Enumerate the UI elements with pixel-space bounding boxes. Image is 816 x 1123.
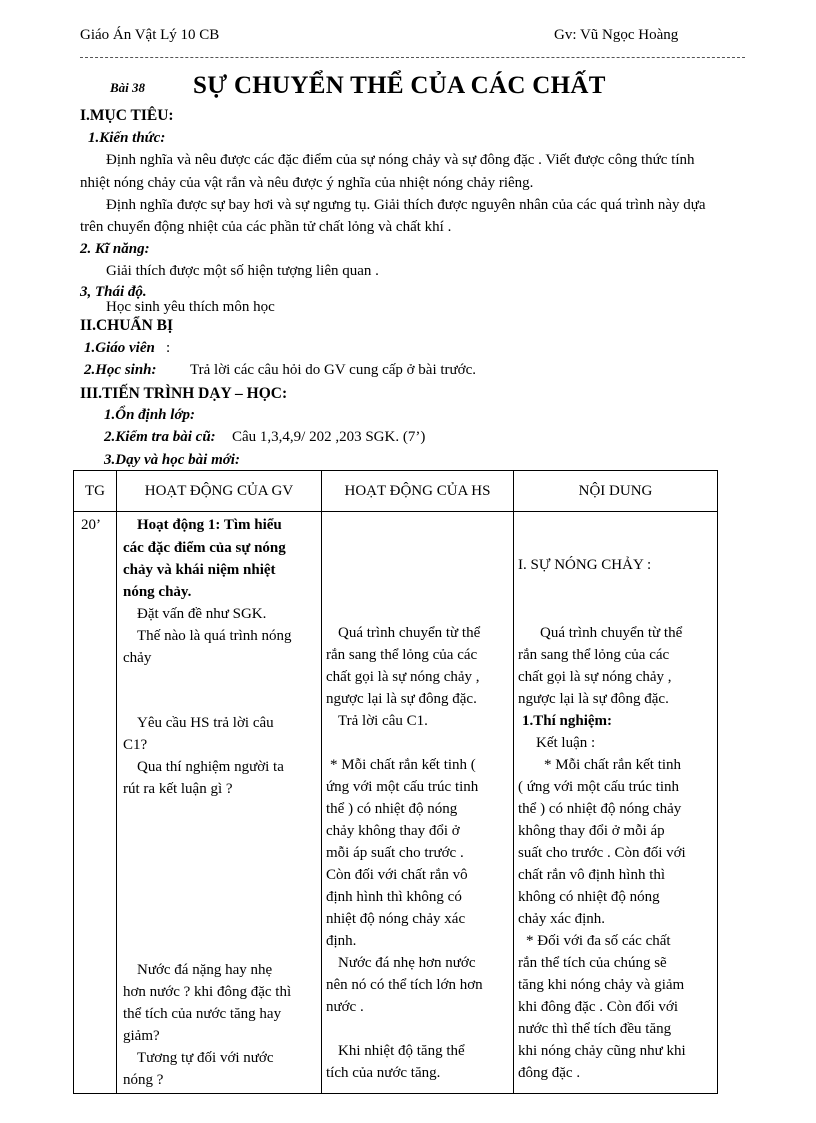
header-right: Gv: Vũ Ngọc Hoàng bbox=[554, 27, 679, 43]
content-line: chất gọi là sự nóng chảy , bbox=[518, 669, 672, 685]
content-line: ngược lại là sự đông đặc. bbox=[518, 691, 669, 707]
gv-line: hơn nước ? khi đông đặc thì bbox=[123, 984, 292, 1000]
time-value: 20’ bbox=[81, 517, 101, 533]
header-gv: HOẠT ĐỘNG CỦA GV bbox=[117, 471, 322, 512]
skills-text: Giải thích được một số hiện tượng liên quan . bbox=[106, 263, 379, 279]
header-tg: TG bbox=[74, 471, 117, 512]
hs-line: nhiệt độ nóng chảy xác bbox=[326, 911, 466, 927]
content-line: không thay đổi ở mỗi áp bbox=[518, 823, 665, 839]
table-header-row bbox=[74, 471, 718, 512]
hs-line: định hình thì không có bbox=[326, 889, 462, 905]
hs-line: nên nó có thể tích lớn hơn bbox=[326, 977, 483, 993]
attitude-text: Học sinh yêu thích môn học bbox=[106, 299, 275, 315]
hs-line: tích của nước tăng. bbox=[326, 1065, 441, 1081]
header-hs: HOẠT ĐỘNG CỦA HS bbox=[322, 471, 514, 512]
gv-line: các đặc điểm của sự nóng bbox=[123, 540, 286, 556]
content-line: rắn thể tích của chúng sẽ bbox=[518, 955, 667, 971]
hs-line: rắn sang thể lỏng của các bbox=[326, 647, 478, 663]
content-line: Kết luận : bbox=[536, 735, 596, 751]
hs-cell bbox=[322, 512, 514, 1094]
content-line: rắn sang thể lỏng của các bbox=[518, 647, 670, 663]
gv-line: giảm? bbox=[123, 1028, 160, 1044]
hs-line: Nước đá nhẹ hơn nước bbox=[338, 955, 476, 971]
student-label: 2.Học sinh: bbox=[84, 362, 157, 378]
student-text: Trả lời các câu hỏi do GV cung cấp ở bài trước. bbox=[190, 362, 477, 378]
content-line: * Đối với đa số các chất bbox=[526, 933, 671, 949]
hs-line: Quá trình chuyển từ thể bbox=[338, 625, 481, 641]
hs-line: ngược lại là sự đông đặc. bbox=[326, 691, 477, 707]
hs-line: Trả lời câu C1. bbox=[338, 713, 428, 729]
hs-line: * Mỗi chất rắn kết tinh ( bbox=[330, 757, 476, 773]
content-line: khi đông đặc . Còn đối với bbox=[518, 999, 679, 1015]
knowledge-heading: 1.Kiến thức: bbox=[88, 130, 166, 146]
gv-line: chảy bbox=[123, 650, 152, 666]
attitude-heading: 3, Thái độ. bbox=[80, 284, 147, 300]
teacher-text: : bbox=[166, 340, 171, 356]
header-divider bbox=[80, 57, 745, 58]
lesson-table bbox=[73, 470, 718, 1094]
gv-line: Yêu cầu HS trả lời câu bbox=[137, 715, 274, 731]
hs-line: thể ) có nhiệt độ nóng bbox=[326, 801, 458, 817]
hs-line: Khi nhiệt độ tăng thể bbox=[338, 1043, 465, 1059]
hs-line: nước . bbox=[326, 999, 364, 1015]
gv-line: Qua thí nghiệm người ta bbox=[137, 759, 284, 775]
hs-line: Còn đối với chất rắn vô bbox=[326, 867, 468, 883]
content-subheading: 1.Thí nghiệm: bbox=[522, 713, 613, 729]
table-row bbox=[74, 512, 718, 1094]
header-left: Giáo Án Vật Lý 10 CB bbox=[80, 27, 220, 43]
gv-line: C1? bbox=[123, 737, 148, 753]
gv-line: Tương tự đối với nước bbox=[137, 1050, 274, 1066]
content-line: chất rắn vô định hình thì bbox=[518, 867, 666, 883]
gv-line: rút ra kết luận gì ? bbox=[123, 781, 233, 797]
knowledge-line: Định nghĩa được sự bay hơi và sự ngưng tụ. Giải thích được nguyên nhân của các quá trình này dựa bbox=[106, 197, 706, 213]
skills-heading: 2. Kĩ năng: bbox=[80, 241, 150, 257]
gv-line: Thế nào là quá trình nóng bbox=[137, 628, 292, 644]
knowledge-line: Định nghĩa và nêu được các đặc điểm của sự nóng chảy và sự đông đặc . Viết được công thức tính bbox=[106, 152, 695, 168]
stabilize-class: 1.Ổn định lớp: bbox=[104, 407, 195, 423]
hs-line: ứng với một cấu trúc tinh bbox=[326, 779, 479, 795]
review-text: Câu 1,3,4,9/ 202 ,203 SGK. (7’) bbox=[232, 429, 426, 445]
content-line: nước thì thể tích đều tăng bbox=[518, 1021, 672, 1037]
gv-line: thể tích của nước tăng hay bbox=[123, 1006, 282, 1022]
teacher-label: 1.Giáo viên bbox=[84, 340, 155, 356]
gv-line: Hoạt động 1: Tìm hiểu bbox=[137, 517, 282, 533]
gv-line: Nước đá nặng hay nhẹ bbox=[137, 962, 273, 978]
content-cell bbox=[514, 512, 718, 1094]
content-line: ( ứng với một cấu trúc tinh bbox=[518, 779, 680, 795]
header-content: NỘI DUNG bbox=[514, 471, 718, 512]
content-line: * Mỗi chất rắn kết tinh bbox=[544, 757, 682, 773]
gv-cell bbox=[117, 512, 322, 1094]
preparation-heading: II.CHUẨN BỊ bbox=[80, 317, 174, 334]
content-line: suất cho trước . Còn đối với bbox=[518, 845, 686, 861]
content-line: thể ) có nhiệt độ nóng chảy bbox=[518, 801, 682, 817]
gv-line: nóng ? bbox=[123, 1072, 164, 1088]
hs-line: chất gọi là sự nóng chảy , bbox=[326, 669, 480, 685]
content-line: tăng khi nóng chảy và giảm bbox=[518, 977, 685, 993]
time-cell bbox=[74, 512, 117, 1094]
lesson-number: Bài 38 bbox=[110, 80, 146, 95]
hs-line: mỗi áp suất cho trước . bbox=[326, 845, 464, 861]
content-line: khi nóng chảy cũng như khi bbox=[518, 1043, 686, 1059]
content-line: Quá trình chuyển từ thể bbox=[540, 625, 683, 641]
hs-line: định. bbox=[326, 933, 357, 949]
new-lesson-label: 3.Dạy và học bài mới: bbox=[104, 452, 240, 468]
content-line: không có nhiệt độ nóng bbox=[518, 889, 660, 905]
content-section-heading: I. SỰ NÓNG CHẢY : bbox=[518, 557, 652, 573]
procedure-heading: III.TIẾN TRÌNH DẠY – HỌC: bbox=[80, 385, 288, 402]
gv-line: nóng chảy. bbox=[123, 584, 192, 600]
knowledge-line: nhiệt nóng chảy của vật rắn và nêu được ý nghĩa của nhiệt nóng chảy riêng. bbox=[80, 175, 534, 191]
content-line: đông đặc . bbox=[518, 1065, 581, 1081]
review-label: 2.Kiểm tra bài cũ: bbox=[104, 429, 216, 445]
gv-line: chảy và khái niệm nhiệt bbox=[123, 562, 276, 578]
gv-line: Đặt vấn đề như SGK. bbox=[137, 606, 267, 622]
knowledge-line: trên chuyển động nhiệt của các phần tử chất lỏng và chất khí . bbox=[80, 219, 452, 235]
lesson-title: SỰ CHUYỂN THỂ CỦA CÁC CHẤT bbox=[193, 72, 606, 99]
hs-line: chảy không thay đổi ở bbox=[326, 823, 460, 839]
content-line: chảy xác định. bbox=[518, 911, 606, 927]
objectives-heading: I.MỤC TIÊU: bbox=[80, 107, 174, 124]
